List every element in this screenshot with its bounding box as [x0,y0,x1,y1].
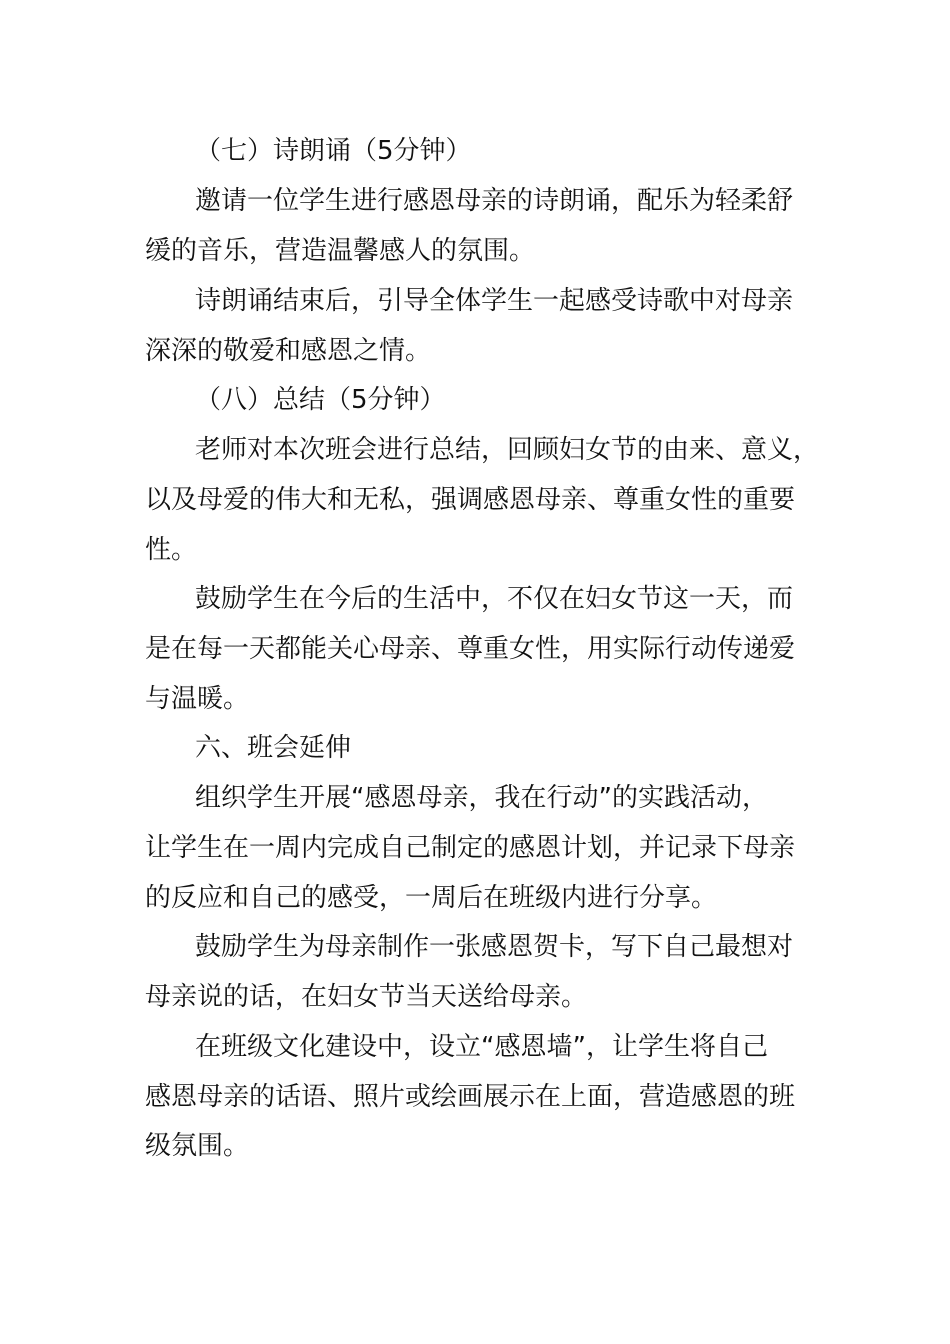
paragraph-line: 性。 [145,535,198,565]
paragraph-line: 是在每一天都能关心母亲、尊重女性，用实际行动传递爱 [145,634,796,664]
paragraph-line: 鼓励学生为母亲制作一张感恩贺卡，写下自己最想对 [195,932,794,962]
paragraph-line: 老师对本次班会进行总结，回顾妇女节的由来、意义， [195,435,820,465]
section-heading-extension: 六、班会延伸 [195,733,352,763]
paragraph-line: 缓的音乐，营造温馨感人的氛围。 [145,236,536,266]
paragraph-line: 鼓励学生在今后的生活中，不仅在妇女节这一天，而 [195,584,794,614]
paragraph-line: 诗朗诵结束后，引导全体学生一起感受诗歌中对母亲 [195,286,794,316]
paragraph-line: 邀请一位学生进行感恩母亲的诗朗诵，配乐为轻柔舒 [195,186,794,216]
paragraph-line: 在班级文化建设中，设立“感恩墙”，让学生将自己 [195,1032,768,1062]
heading-summary: （八）总结（5分钟） [195,385,446,415]
paragraph-line: 深深的敬爱和感恩之情。 [145,336,432,366]
paragraph-line: 感恩母亲的话语、照片或绘画展示在上面，营造感恩的班 [145,1082,796,1112]
paragraph-line: 与温暖。 [145,684,250,714]
paragraph-line: 级氛围。 [145,1131,250,1161]
paragraph-line: 母亲说的话，在妇女节当天送给母亲。 [145,982,588,1012]
heading-poetry-recitation: （七）诗朗诵（5分钟） [195,136,472,166]
paragraph-line: 让学生在一周内完成自己制定的感恩计划，并记录下母亲 [145,833,796,863]
paragraph-line: 的反应和自己的感受，一周后在班级内进行分享。 [145,883,718,913]
paragraph-line: 以及母爱的伟大和无私，强调感恩母亲、尊重女性的重要 [145,485,796,515]
paragraph-line: 组织学生开展“感恩母亲，我在行动”的实践活动， [195,783,768,813]
